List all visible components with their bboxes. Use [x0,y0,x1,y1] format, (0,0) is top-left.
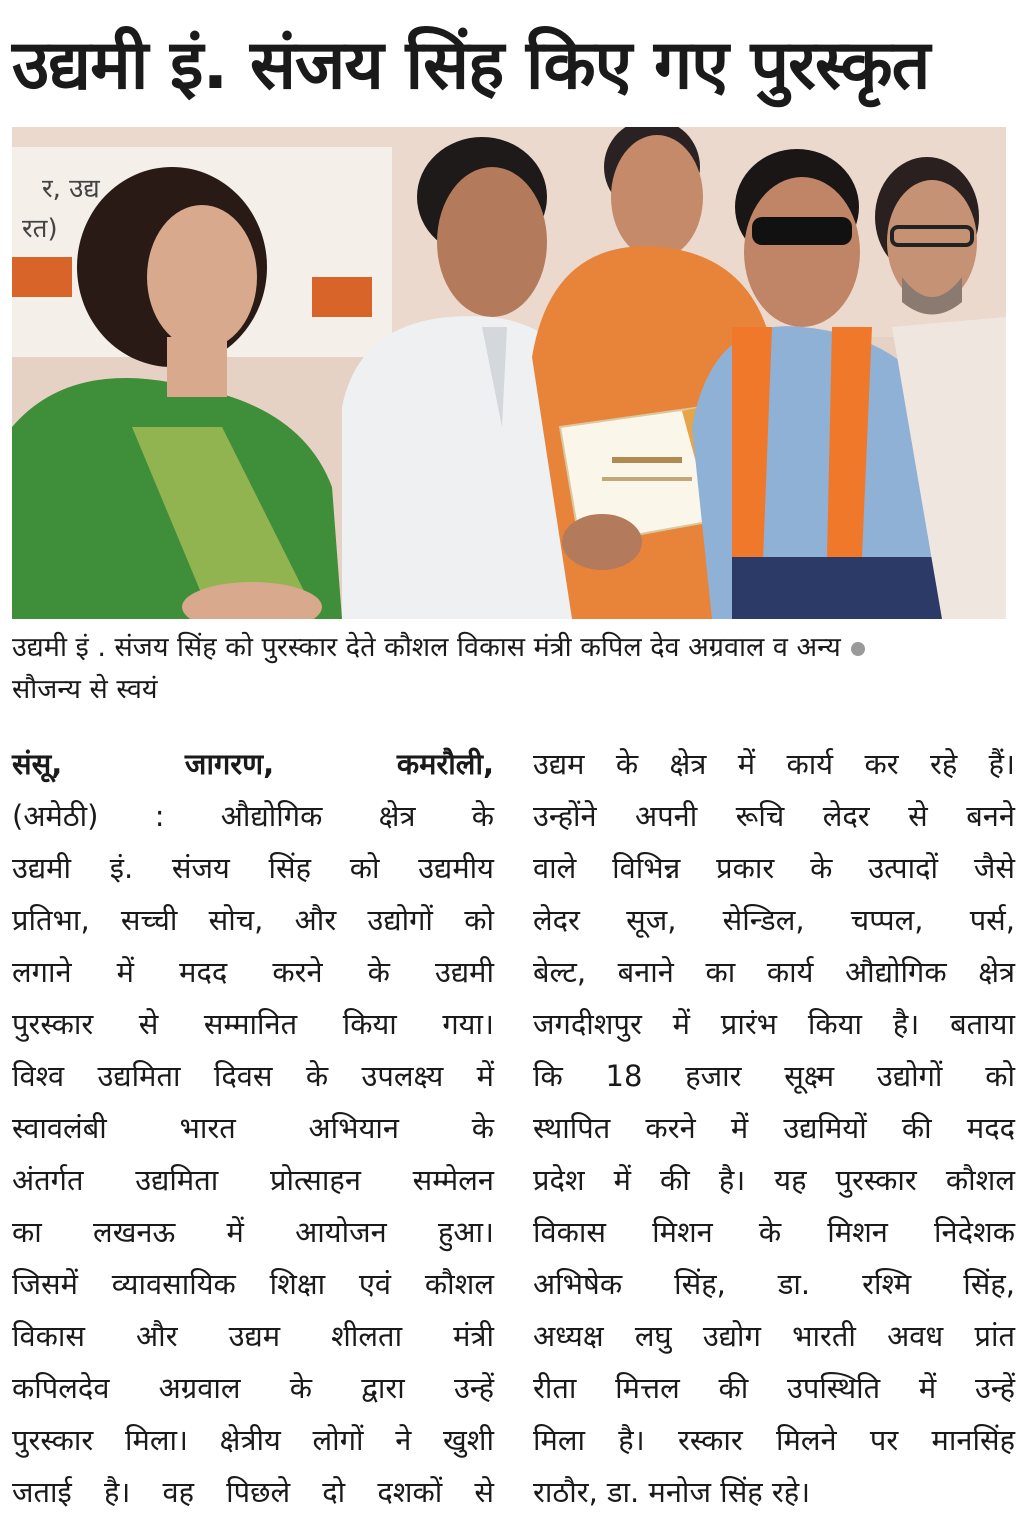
article-column-left [12,738,494,1509]
banner-text-1: र, उद्य [42,174,100,204]
article-column-right [533,738,1015,1509]
banner-text-2: रत) [22,214,58,244]
article-line: उन्होंने अपनी रूचि लेदर से बनने [533,799,1015,833]
article-line: कि 18 हजार सूक्ष्म उद्योगों को [533,1059,1015,1093]
article-line: वाले विभिन्न प्रकार के उत्पादों जैसे [533,851,1015,885]
article-line: लगाने में मदद करने के उद्यमी [12,955,494,989]
article-line: स्थापित करने में उद्यमियों की मदद [533,1111,1015,1145]
article-line: पुरस्कार से सम्मानित किया गया। [12,1007,494,1041]
article-line: प्रतिभा, सच्ची सोच, और उद्योगों को [12,903,494,937]
article-line: रीता मित्तल की उपस्थिति में उन्हें [533,1371,1015,1405]
article-line: राठौर, डा. मनोज सिंह रहे। [533,1475,811,1509]
article-line: लेदर सूज, सेन्डिल, चप्पल, पर्स, [533,903,1015,937]
article-line: का लखनऊ में आयोजन हुआ। [12,1215,494,1249]
bullet-dot-icon [851,642,865,656]
award-ceremony-photo [12,127,1006,619]
article-line: जताई है। वह पिछले दो दशकों से [12,1475,494,1509]
article-line: विश्व उद्यमिता दिवस के उपलक्ष्य में [12,1059,494,1093]
article-line: प्रदेश में की है। यह पुरस्कार कौशल [533,1163,1015,1197]
article-line: बेल्ट, बनाने का कार्य औद्योगिक क्षेत्र [533,955,1015,989]
photo-caption [12,627,1012,711]
article-line: कपिलदेव अग्रवाल के द्वारा उन्हें [12,1371,494,1405]
caption-credit: सौजन्य से स्वयं [12,674,158,705]
article-line: जगदीशपुर में प्रारंभ किया है। बताया [533,1007,1015,1041]
article-line: जिसमें व्यावसायिक शिक्षा एवं कौशल [12,1267,494,1301]
article-line: विकास मिशन के मिशन निदेशक [533,1215,1015,1249]
article-line: उद्यमी इं. संजय सिंह को उद्यमीय [12,851,494,885]
headline: उद्यमी इं. संजय सिंह किए गए पुरस्कृत [12,26,930,105]
caption-line-1: उद्यमी इं . संजय सिंह को पुरस्कार देते कौशल विकास मंत्री कपिल देव अग्रवाल व अन्य [12,632,841,663]
article-line: उद्यम के क्षेत्र में कार्य कर रहे हैं। [533,747,1015,781]
article-line: अध्यक्ष लघु उद्योग भारती अवध प्रांत [533,1319,1015,1353]
article-line: अंतर्गत उद्यमिता प्रोत्साहन सम्मेलन [12,1163,494,1197]
article-line: मिला है। रस्कार मिलने पर मानसिंह [533,1423,1015,1457]
article-line: पुरस्कार मिला। क्षेत्रीय लोगों ने खुशी [12,1423,494,1457]
article-line: (अमेठी) : औद्योगिक क्षेत्र के [12,799,494,833]
article-line: संसू, जागरण, कमरौली, [12,747,494,781]
article-line: विकास और उद्यम शीलता मंत्री [12,1319,494,1353]
news-photo [12,127,1006,619]
article-line: अभिषेक सिंह, डा. रश्मि सिंह, [533,1267,1015,1301]
article-line: स्वावलंबी भारत अभियान के [12,1111,494,1145]
